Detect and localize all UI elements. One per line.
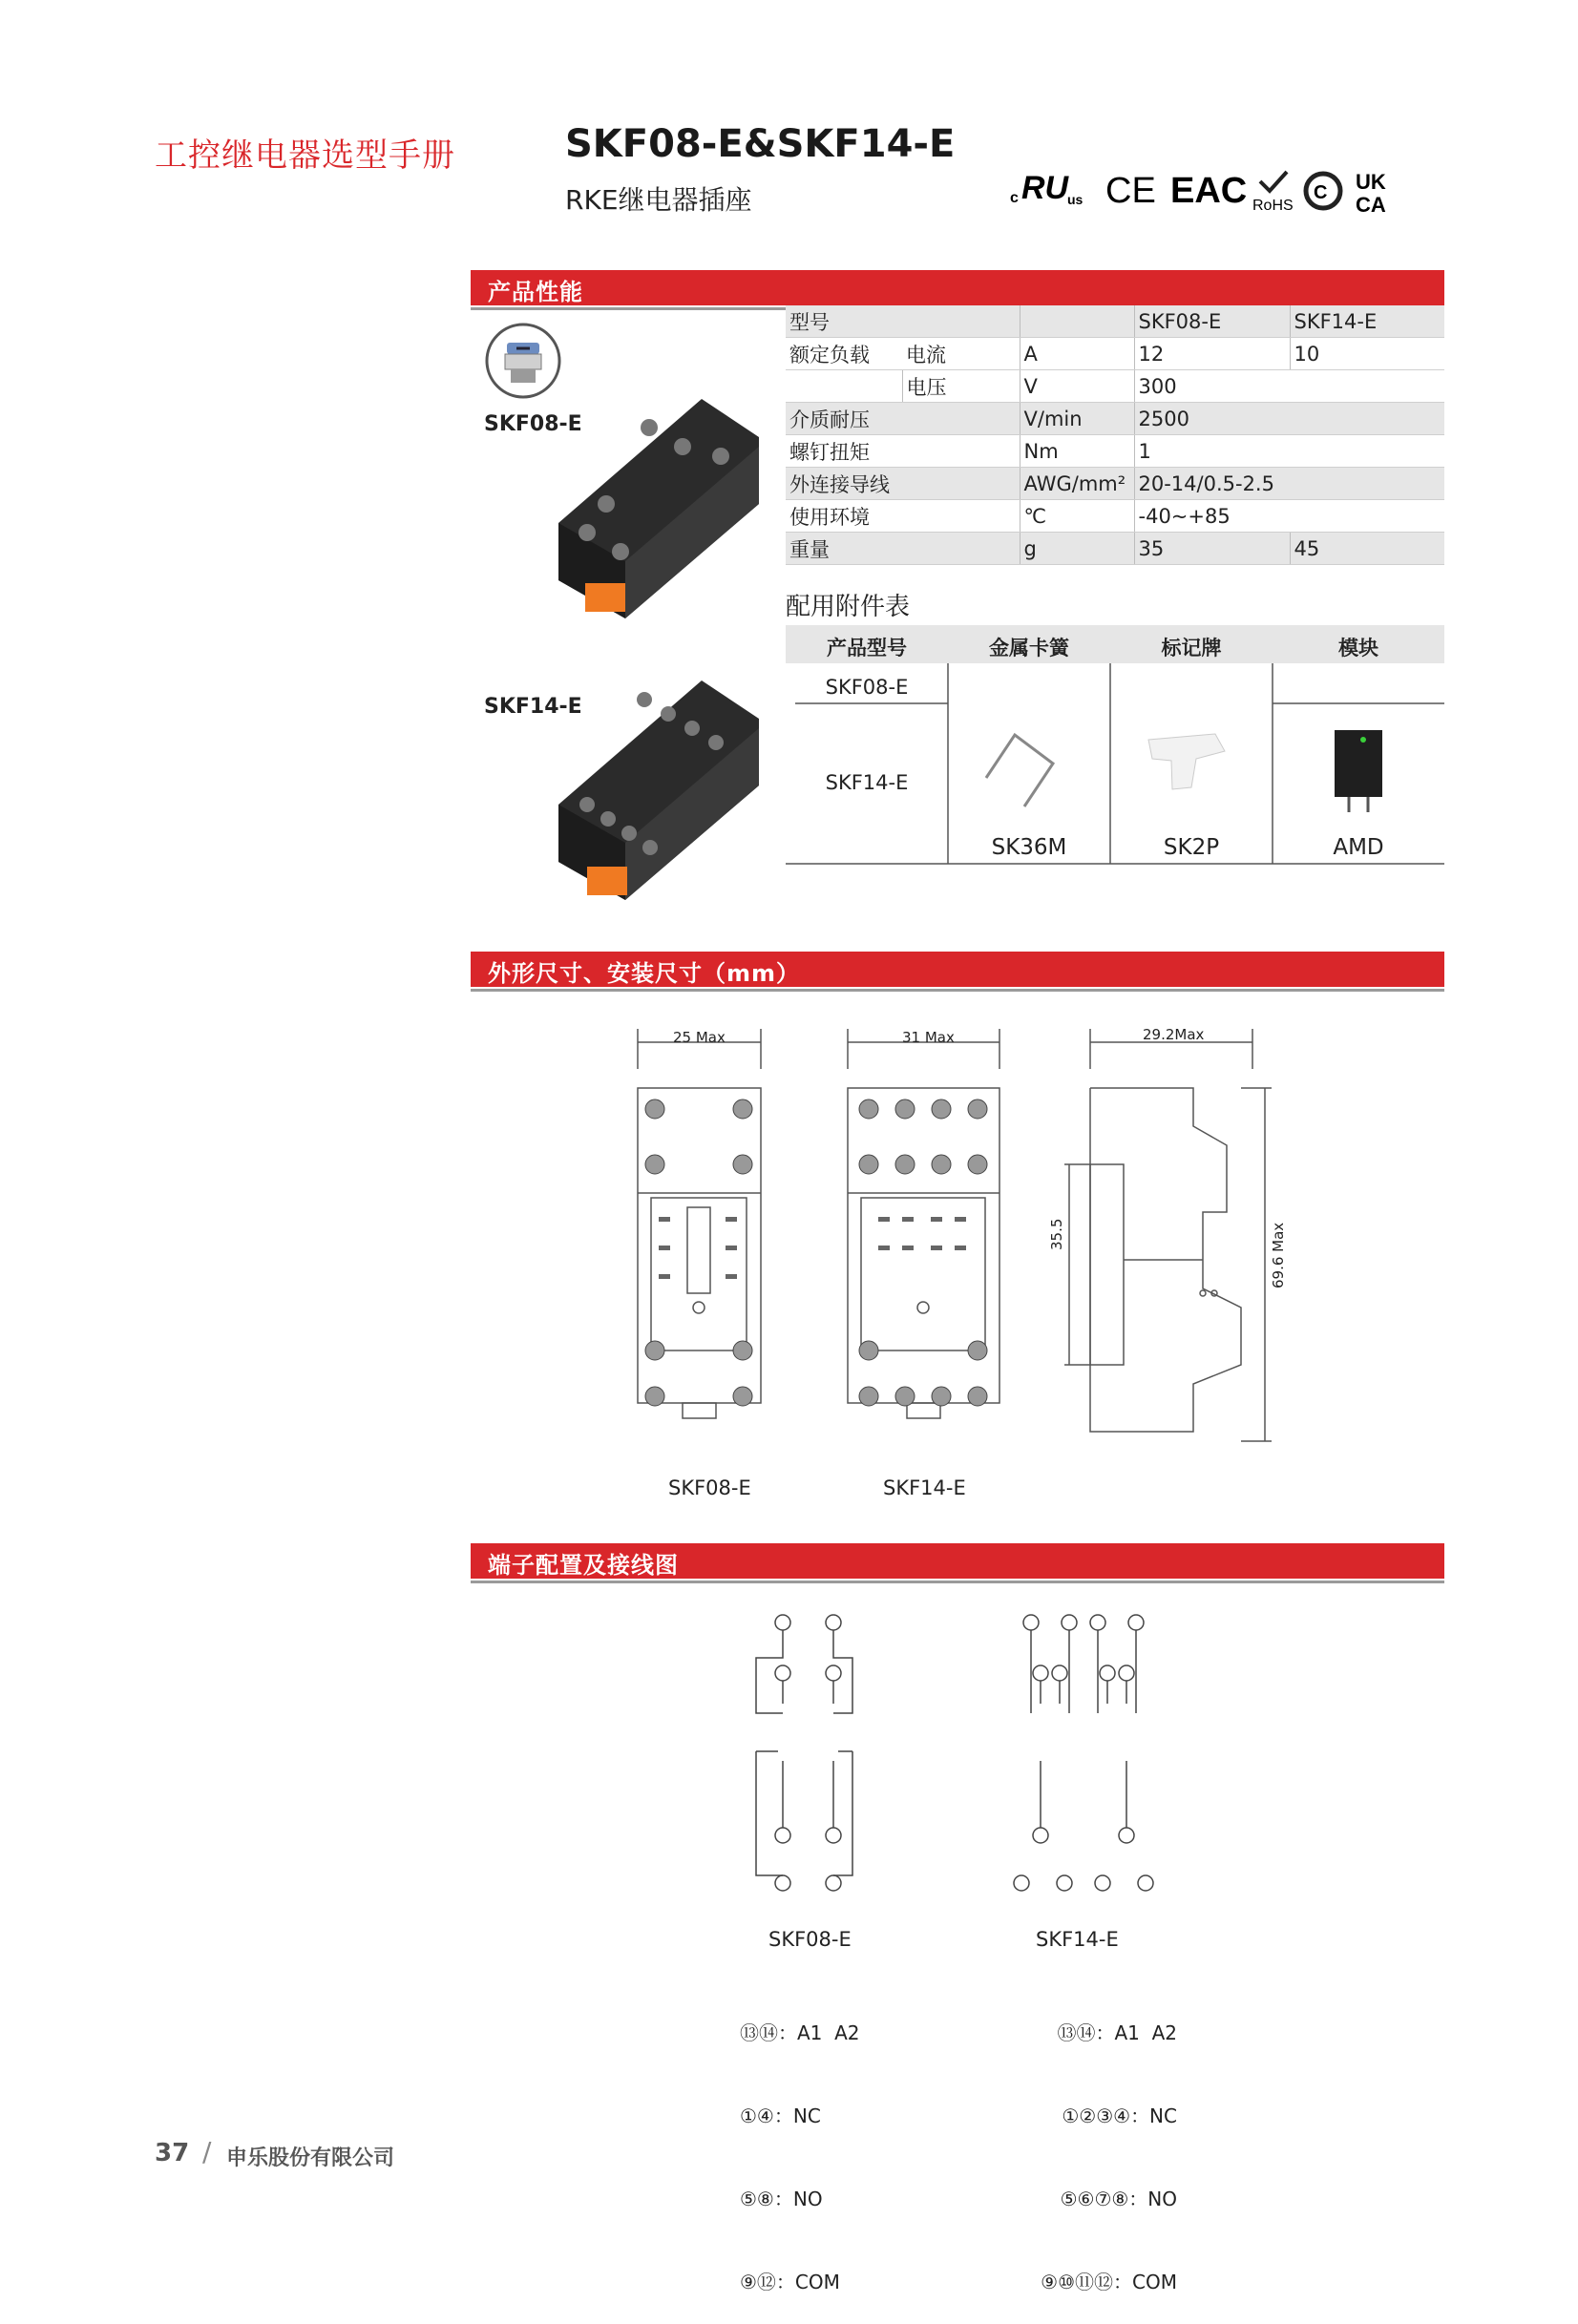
accessories-col-clip: 金属卡簧 — [989, 637, 1069, 660]
skf08-dimension-drawing — [630, 1021, 768, 1441]
spec-row — [786, 403, 1444, 435]
dim-side-width: 29.2Max — [1143, 1026, 1205, 1043]
rohs-cert-icon — [1252, 172, 1294, 214]
dim-total-height: 69.6 Max — [1270, 1222, 1287, 1288]
spec-row — [786, 500, 1444, 533]
wiring-legend-skf08 — [740, 1964, 860, 2324]
spec-header-row — [786, 305, 1444, 338]
accessories-model-skf14: SKF14-E — [825, 771, 909, 794]
svg-text:UK: UK — [1356, 170, 1386, 194]
product-subtitle: RKE继电器插座 — [565, 184, 752, 216]
svg-text:us: us — [1067, 192, 1084, 207]
cul-us-cert-icon — [1010, 170, 1084, 207]
legend-line: ⑬⑭：A1 A2 — [1057, 2021, 1177, 2044]
legend-line: ⑤⑥⑦⑧：NO — [1060, 2188, 1177, 2210]
page-number: 37 — [155, 2139, 190, 2167]
spec-label — [786, 370, 902, 403]
spec-unit: V/min — [1020, 403, 1134, 435]
legend-line: ①②③④：NC — [1062, 2104, 1177, 2127]
accessories-item-amd: AMD — [1333, 835, 1384, 860]
svg-text:RoHS: RoHS — [1252, 198, 1294, 214]
dim-rail-height: 35.5 — [1048, 1218, 1065, 1250]
accessories-model-skf08: SKF08-E — [825, 676, 909, 699]
svg-text:RU: RU — [1021, 170, 1069, 206]
spec-row — [786, 435, 1444, 468]
wiring-caption-skf14: SKF14-E — [1036, 1928, 1119, 1951]
spec-table — [786, 305, 1444, 565]
dim-caption-skf14: SKF14-E — [883, 1476, 966, 1499]
dim-caption-skf08: SKF08-E — [668, 1476, 751, 1499]
spec-row — [786, 338, 1444, 370]
spec-sublabel: 电压 — [902, 370, 1020, 403]
footer-company: 申乐股份有限公司 — [226, 2146, 395, 2170]
spec-label: 使用环境 — [786, 500, 1020, 533]
spec-value-2: SKF14-E — [1290, 305, 1444, 338]
spec-label: 额定负载 — [786, 338, 902, 370]
spec-label: 外连接导线 — [786, 468, 1020, 500]
wiring-legend-skf14 — [996, 1964, 1177, 2324]
spec-value-2: 10 — [1290, 338, 1444, 370]
spec-row — [786, 468, 1444, 500]
spec-unit: AWG/mm² — [1020, 468, 1134, 500]
dim-width-skf08: 25 Max — [673, 1029, 726, 1046]
spec-value-1: 300 — [1134, 370, 1444, 403]
product-title: SKF08-E&SKF14-E — [565, 122, 956, 166]
spec-value-1: 2500 — [1134, 403, 1444, 435]
spec-label: 螺钉扭矩 — [786, 435, 1020, 468]
accessories-item-sk2p: SK2P — [1163, 835, 1220, 860]
spec-sublabel: 电流 — [902, 338, 1020, 370]
legend-line: ⑬⑭：A1 A2 — [740, 2021, 860, 2044]
accessories-item-sk36m: SK36M — [991, 835, 1067, 860]
section-dimensions-bar — [471, 952, 1444, 987]
marker-sk2p-image — [1148, 734, 1225, 789]
svg-text:C: C — [1314, 182, 1328, 203]
spec-unit: g — [1020, 533, 1134, 565]
product-label-skf08: SKF08-E — [484, 412, 582, 436]
eac-cert-icon: EAC — [1170, 171, 1248, 211]
svg-text:CA: CA — [1356, 193, 1386, 216]
svg-text:c: c — [1010, 190, 1019, 206]
wiring-caption-skf08: SKF08-E — [768, 1928, 852, 1951]
spec-value-1: -40~+85 — [1134, 500, 1444, 533]
accessories-title: 配用附件表 — [786, 593, 911, 621]
spec-row — [786, 370, 1444, 403]
ukca-cert-icon — [1356, 170, 1386, 216]
section-dimensions-title: 外形尺寸、安装尺寸（mm） — [488, 960, 801, 987]
section-wiring-title: 端子配置及接线图 — [488, 1552, 679, 1579]
spec-label: 介质耐压 — [786, 403, 1020, 435]
accessories-col-marker: 标记牌 — [1161, 637, 1222, 660]
section-wiring-bar — [471, 1543, 1444, 1579]
accessories-col-module: 模块 — [1338, 637, 1378, 660]
spec-value-1: 35 — [1134, 533, 1290, 565]
spec-value-1: 12 — [1134, 338, 1290, 370]
spec-value-1: SKF08-E — [1134, 305, 1290, 338]
side-view-dimension-drawing — [1060, 1021, 1279, 1451]
spec-unit: A — [1020, 338, 1134, 370]
legend-line: ⑨⑫：COM — [740, 2271, 840, 2293]
legend-line: ①④：NC — [740, 2104, 821, 2127]
footer-separator: / — [202, 2136, 212, 2167]
module-amd-image — [1335, 730, 1382, 812]
section-performance-title: 产品性能 — [488, 279, 583, 305]
product-label-skf14: SKF14-E — [484, 695, 582, 719]
spec-value-1: 20-14/0.5-2.5 — [1134, 468, 1444, 500]
certification-logos — [1010, 162, 1444, 216]
screw-terminal-icon — [484, 322, 562, 400]
legend-line: ⑨⑩⑪⑫：COM — [1041, 2271, 1177, 2293]
skf14-wiring-diagram — [1007, 1608, 1160, 1895]
spec-label: 型号 — [786, 305, 1020, 338]
dim-width-skf14: 31 Max — [902, 1029, 955, 1046]
skf08-product-image — [549, 389, 768, 628]
ce-cert-icon: CE — [1105, 171, 1156, 211]
clip-sk36m-image — [986, 735, 1053, 806]
skf14-dimension-drawing — [840, 1021, 1007, 1441]
catalog-title: 工控继电器选型手册 — [155, 136, 455, 175]
spec-label: 重量 — [786, 533, 1020, 565]
legend-line: ⑤⑧：NO — [740, 2188, 823, 2210]
accessories-header-row — [786, 625, 1444, 663]
spec-unit: Nm — [1020, 435, 1134, 468]
spec-unit: ℃ — [1020, 500, 1134, 533]
ccc-cert-icon — [1306, 174, 1340, 208]
spec-value-1: 1 — [1134, 435, 1444, 468]
spec-unit: V — [1020, 370, 1134, 403]
spec-value-2: 45 — [1290, 533, 1444, 565]
section-performance-bar — [471, 270, 1444, 305]
spec-row — [786, 533, 1444, 565]
skf08-wiring-diagram — [745, 1608, 869, 1895]
accessories-col-model: 产品型号 — [827, 637, 907, 660]
skf14-product-image — [549, 671, 768, 910]
spec-unit — [1020, 305, 1134, 338]
